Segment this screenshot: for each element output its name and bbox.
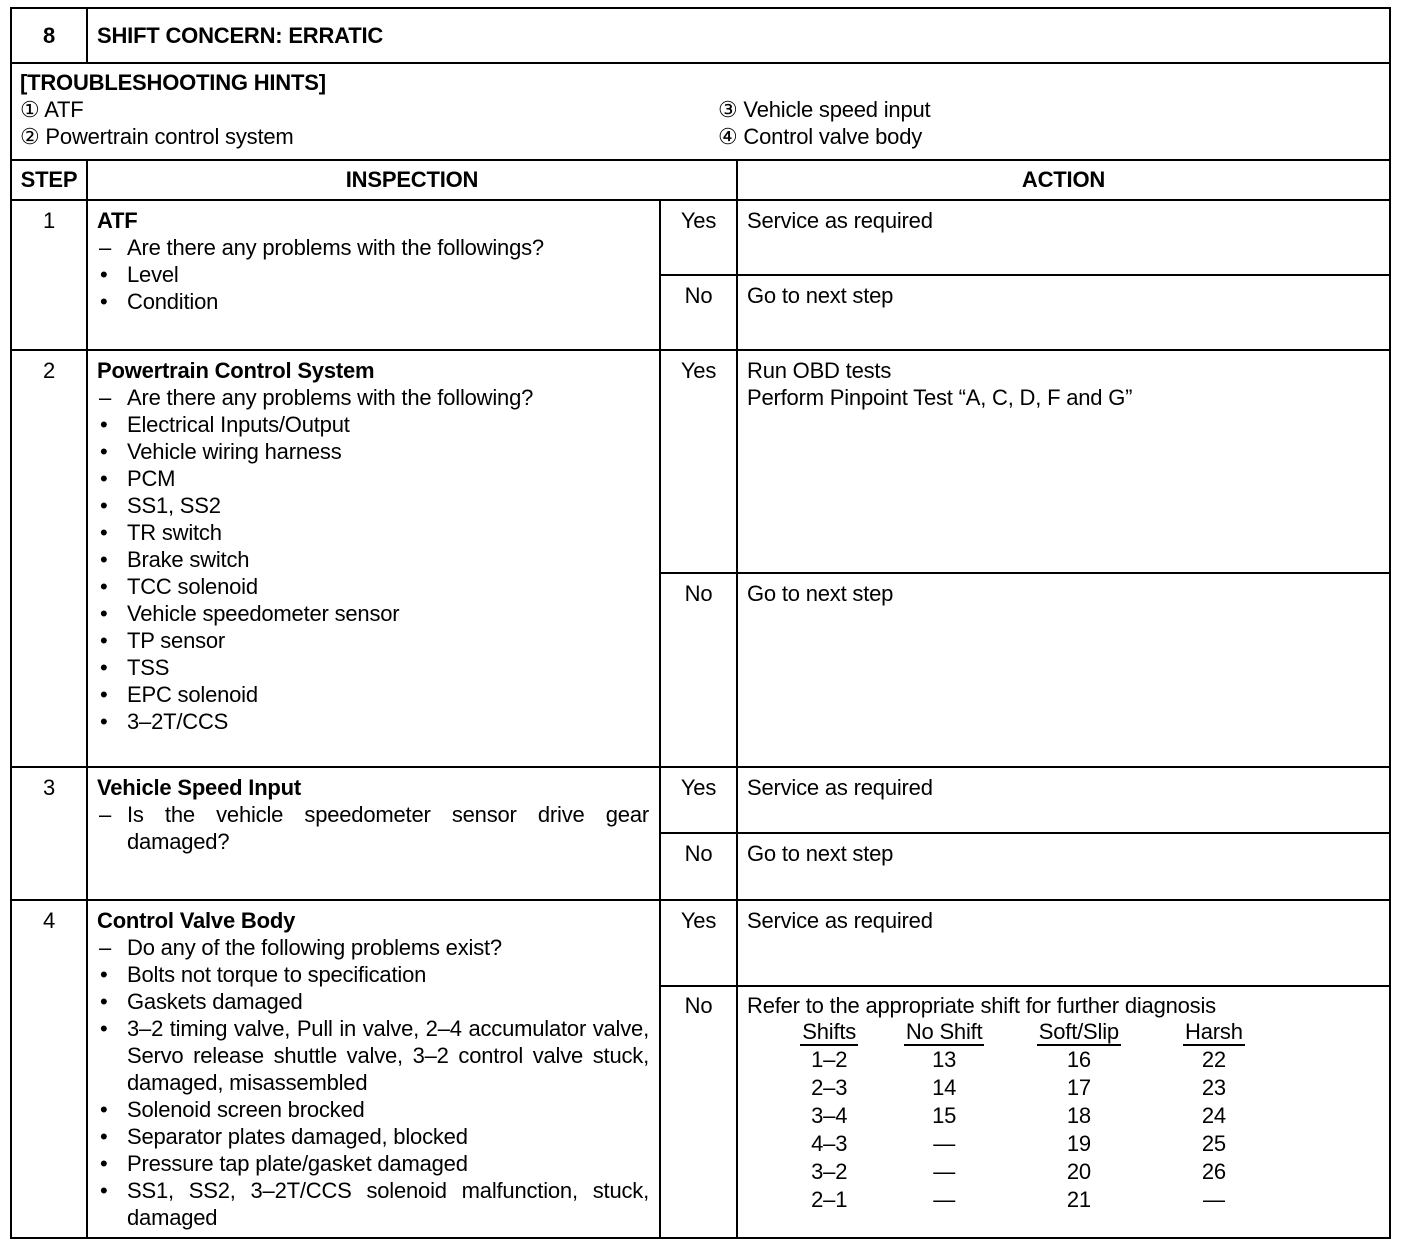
step-title: Vehicle Speed Input — [97, 775, 302, 800]
step-number: 1 — [42, 208, 56, 233]
shift-table-cell: 19 — [1066, 1131, 1091, 1156]
shift-table-row — [780, 1130, 1280, 1158]
shift-table-cell: 3–2 — [811, 1159, 848, 1184]
bullet: • TCC solenoid — [97, 573, 652, 600]
shift-table-cell: 23 — [1201, 1075, 1226, 1100]
divider — [660, 274, 1391, 276]
question: – Are there any problems with the followings? — [97, 234, 652, 261]
shift-table-row — [780, 1102, 1280, 1130]
shift-table-cell: 16 — [1066, 1047, 1091, 1072]
no-action: Go to next step — [747, 283, 894, 308]
yes-label: Yes — [680, 775, 717, 800]
step-number: 4 — [42, 908, 56, 933]
no-action: Go to next step — [747, 581, 894, 606]
bullet: • EPC solenoid — [97, 681, 652, 708]
shift-table-cell: 18 — [1066, 1103, 1091, 1128]
bullet: • TR switch — [97, 519, 652, 546]
no-label: No — [684, 581, 713, 606]
divider — [10, 62, 1391, 64]
shift-table-cell: 22 — [1201, 1047, 1226, 1072]
no-label: No — [684, 841, 713, 866]
shift-table-cell: 20 — [1066, 1159, 1091, 1184]
shift-table-cell: — — [933, 1187, 956, 1212]
no-action: Go to next step — [747, 841, 894, 866]
divider — [10, 766, 1391, 768]
divider — [10, 199, 1391, 201]
shift-table-cell: 3–4 — [811, 1103, 848, 1128]
shift-table-cell: — — [1202, 1187, 1225, 1212]
yes-action: Service as required — [747, 908, 933, 933]
shift-table-header — [878, 1018, 1010, 1046]
bullet: • SS1, SS2 — [97, 492, 652, 519]
divider — [10, 899, 1391, 901]
shift-table-cell: 24 — [1201, 1103, 1226, 1128]
divider — [660, 985, 1391, 987]
shift-table-header — [1148, 1018, 1280, 1046]
shift-table-row — [780, 1046, 1280, 1074]
column-header-action: ACTION — [1021, 167, 1106, 192]
shift-table-header — [1010, 1018, 1148, 1046]
shift-table — [780, 1018, 1300, 1214]
yes-label: Yes — [680, 358, 717, 383]
shift-table-header-label: Harsh — [1185, 1019, 1243, 1044]
shift-table-cell: 13 — [932, 1047, 957, 1072]
question: – Do any of the following problems exist? — [97, 934, 649, 961]
shift-table-cell: 2–1 — [811, 1187, 848, 1212]
column-header-inspection: INSPECTION — [345, 167, 479, 192]
bullet: • Vehicle wiring harness — [97, 438, 652, 465]
shift-table-cell: 25 — [1201, 1131, 1226, 1156]
no-label: No — [684, 993, 713, 1018]
bullet: • Pressure tap plate/gasket damaged — [97, 1150, 649, 1177]
yes-action-line: Run OBD tests — [747, 358, 892, 383]
yes-action: Service as required — [747, 208, 933, 233]
divider — [10, 159, 1391, 161]
shift-table-cell: 17 — [1066, 1075, 1091, 1100]
no-action: Refer to the appropriate shift for further diagnosis — [747, 993, 1216, 1018]
shift-table-header-label: Soft/Slip — [1038, 1019, 1119, 1044]
bullet: • Brake switch — [97, 546, 652, 573]
shift-table-cell: — — [933, 1131, 956, 1156]
column-header-step: STEP — [20, 167, 78, 192]
bullet: • Separator plates damaged, blocked — [97, 1123, 649, 1150]
yes-action-line: Perform Pinpoint Test “A, C, D, F and G” — [747, 385, 1133, 410]
shift-table-header-label: Shifts — [802, 1019, 857, 1044]
concern-title: SHIFT CONCERN: ERRATIC — [97, 23, 384, 48]
step-number: 2 — [42, 358, 56, 383]
bullet: • Level — [97, 261, 652, 288]
step-number: 3 — [42, 775, 56, 800]
step-title: Control Valve Body — [97, 908, 296, 933]
bullet: • Solenoid screen brocked — [97, 1096, 649, 1123]
bullet: • TSS — [97, 654, 652, 681]
bullet: • 3–2 timing valve, Pull in valve, 2–4 accumulator valve, Servo release shuttle valve, 3–2 control valve stuck, damaged, misassembled — [97, 1015, 649, 1096]
shift-table-cell: 15 — [932, 1103, 957, 1128]
question: – Are there any problems with the following? — [97, 384, 652, 411]
shift-table-row — [780, 1074, 1280, 1102]
bullet: • PCM — [97, 465, 652, 492]
hint-item: ③ Vehicle speed input — [718, 97, 931, 122]
divider — [736, 159, 738, 1239]
hint-item: ② Powertrain control system — [20, 124, 294, 149]
bullet: • Condition — [97, 288, 652, 315]
divider — [86, 7, 88, 63]
divider — [659, 199, 661, 1239]
bullet: • Gaskets damaged — [97, 988, 649, 1015]
shift-table-row — [780, 1158, 1280, 1186]
yes-action: Service as required — [747, 775, 933, 800]
shift-table-cell: 14 — [932, 1075, 957, 1100]
hints-title: [TROUBLESHOOTING HINTS] — [20, 70, 326, 95]
shift-table-cell: 4–3 — [811, 1131, 848, 1156]
shift-table-cell: 1–2 — [811, 1047, 848, 1072]
yes-label: Yes — [680, 908, 717, 933]
yes-label: Yes — [680, 208, 717, 233]
hint-item: ① ATF — [20, 97, 84, 122]
bullet: • Electrical Inputs/Output — [97, 411, 652, 438]
bullet: • 3–2T/CCS — [97, 708, 652, 735]
divider — [660, 572, 1391, 574]
step-inspection — [97, 907, 649, 1231]
bullet: • TP sensor — [97, 627, 652, 654]
no-label: No — [684, 283, 713, 308]
step-inspection — [97, 357, 652, 735]
divider — [1389, 7, 1391, 1239]
yes-action — [747, 357, 1132, 411]
step-inspection — [97, 207, 652, 315]
divider — [660, 832, 1391, 834]
bullet: • Vehicle speedometer sensor — [97, 600, 652, 627]
shift-table-cell: — — [933, 1159, 956, 1184]
divider — [10, 7, 1391, 9]
concern-number: 8 — [42, 23, 56, 48]
divider — [10, 1237, 1391, 1239]
shift-table-header — [780, 1018, 878, 1046]
hint-item: ④ Control valve body — [718, 124, 923, 149]
shift-table-header-label: No Shift — [905, 1019, 983, 1044]
step-title: ATF — [97, 208, 138, 233]
step-title: Powertrain Control System — [97, 358, 375, 383]
divider — [10, 349, 1391, 351]
bullet: • Bolts not torque to specification — [97, 961, 649, 988]
divider — [86, 159, 88, 1239]
question: – Is the vehicle speedometer sensor drive gear damaged? — [97, 801, 649, 855]
shift-table-row — [780, 1186, 1280, 1214]
shift-table-cell: 2–3 — [811, 1075, 848, 1100]
bullet: • SS1, SS2, 3–2T/CCS solenoid malfunction, stuck, damaged — [97, 1177, 649, 1231]
shift-table-cell: 21 — [1066, 1187, 1091, 1212]
shift-table-cell: 26 — [1201, 1159, 1226, 1184]
step-inspection — [97, 774, 649, 855]
